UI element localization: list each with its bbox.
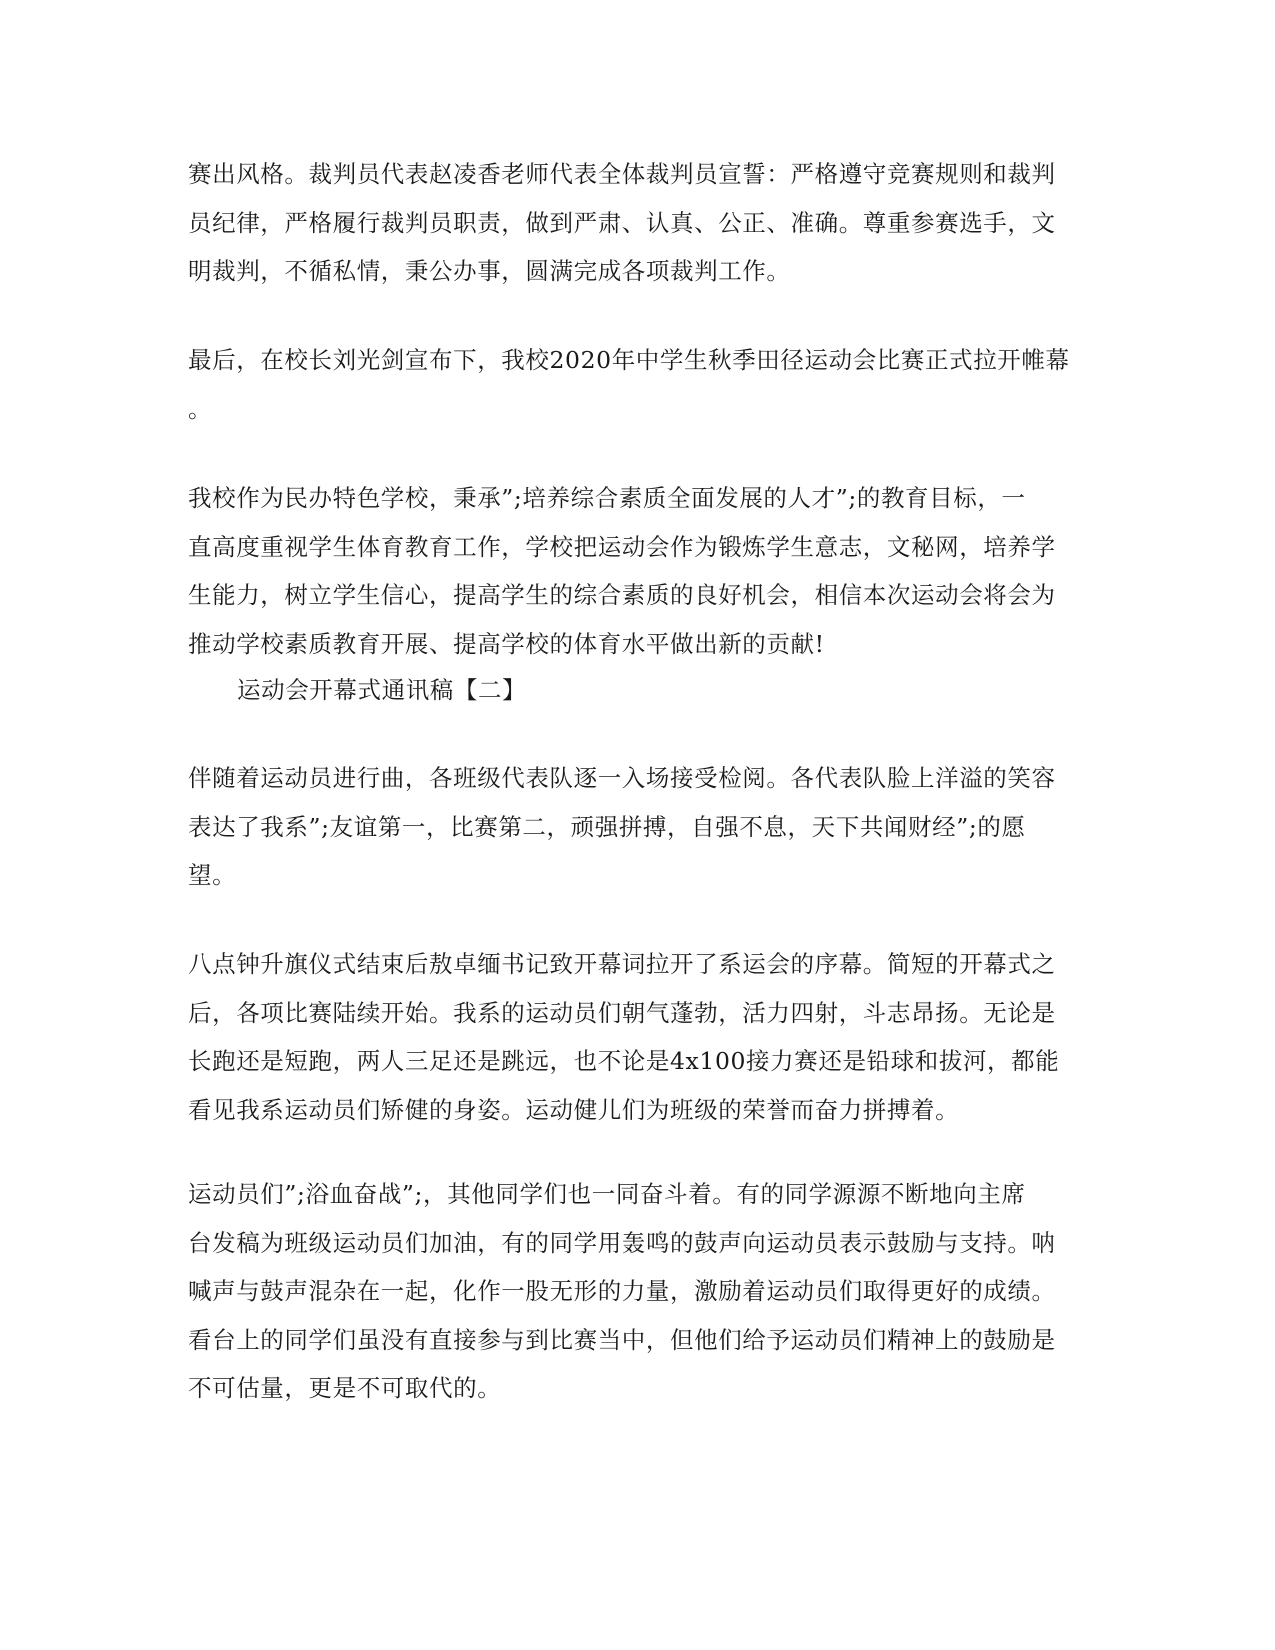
- paragraph-referee-oath: [188, 150, 1093, 296]
- text-line: 最后，在校长刘光剑宣布下，我校2020年中学生秋季田径运动会比赛正式拉开帷幕: [188, 346, 1070, 374]
- text-line: 运动员们”;浴血奋战”;，其他同学们也一同奋斗着。有的同学源源不断地向主席: [188, 1180, 1026, 1208]
- text-line: 八点钟升旗仪式结束后敖卓缅书记致开幕词拉开了系运会的序幕。简短的开幕式之: [188, 950, 1056, 978]
- paragraph-competition-start: [188, 940, 1093, 1134]
- text-line: 台发稿为班级运动员们加油，有的同学用轰鸣的鼓声向运动员表示鼓励与支持。呐: [188, 1228, 1056, 1257]
- text-line: 生能力，树立学生信心，提高学生的综合素质的良好机会，相信本次运动会将会为: [188, 581, 1056, 609]
- text-line: 直高度重视学生体育教育工作，学校把运动会作为锻炼学生意志，文秘网，培养学: [188, 532, 1056, 561]
- text-line: 员纪律，严格履行裁判员职责，做到严肃、认真、公正、准确。尊重参赛选手，文: [188, 208, 1056, 237]
- text-line: 看台上的同学们虽没有直接参与到比赛当中，但他们给予运动员们精神上的鼓励是: [188, 1325, 1056, 1354]
- text-line: 望。: [188, 861, 237, 889]
- section-heading: 运动会开幕式通讯稿【二】: [237, 676, 527, 704]
- text-line: 看见我系运动员们矫健的身姿。运动健儿们为班级的荣誉而奋力拼搏着。: [188, 1095, 960, 1124]
- text-line: 赛出风格。裁判员代表赵凌香老师代表全体裁判员宣誓：严格遵守竞赛规则和裁判: [188, 160, 1056, 188]
- paragraph-opening-announcement: [188, 336, 1093, 433]
- text-line: 明裁判，不循私情，秉公办事，圆满完成各项裁判工作。: [188, 257, 791, 285]
- text-line: 。: [188, 394, 213, 423]
- text-line: 长跑还是短跑，两人三足还是跳远，也不论是4x100接力赛还是铅球和拔河，都能: [188, 1047, 1060, 1075]
- text-line: 推动学校素质教育开展、提高学校的体育水平做出新的贡献!: [188, 629, 825, 658]
- text-line: 后，各项比赛陆续开始。我系的运动员们朝气蓬勃，活力四射，斗志昂扬。无论是: [188, 998, 1056, 1027]
- text-line: 伴随着运动员进行曲，各班级代表队逐一入场接受检阅。各代表队脸上洋溢的笑容: [188, 764, 1056, 792]
- text-line: 喊声与鼓声混杂在一起，化作一股无形的力量，激励着运动员们取得更好的成绩。: [188, 1277, 1056, 1305]
- paragraph-team-parade: [188, 754, 1093, 900]
- text-line: 表达了我系”;友谊第一，比赛第二，顽强拼搏，自强不息，天下共闻财经”;的愿: [188, 812, 1026, 841]
- text-line: 不可估量，更是不可取代的。: [188, 1374, 502, 1402]
- paragraph-school-goals: [188, 474, 1093, 668]
- text-line: 我校作为民办特色学校，秉承”;培养综合素质全面发展的人才”;的教育目标，一: [188, 484, 1026, 512]
- paragraph-spectator-support: [188, 1170, 1093, 1413]
